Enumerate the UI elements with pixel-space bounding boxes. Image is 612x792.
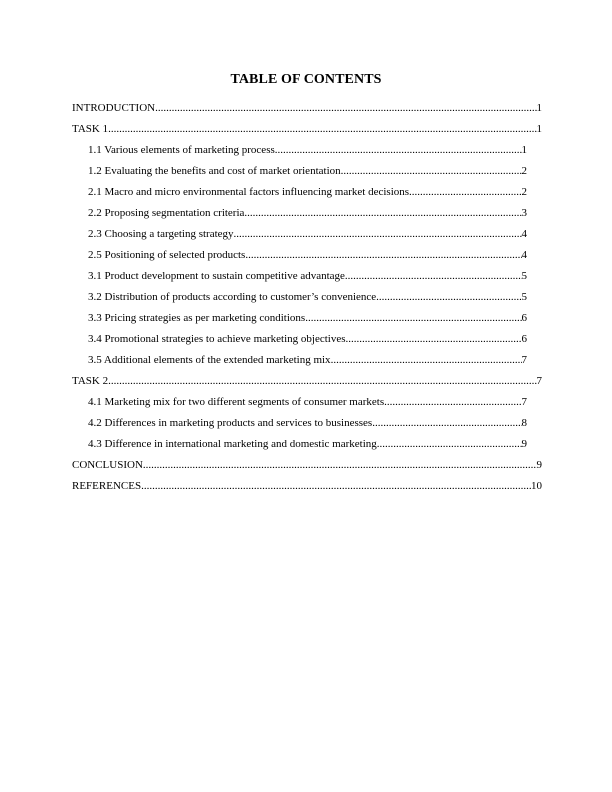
toc-dot-leader: [409, 185, 521, 199]
toc-entry-label: 3.1 Product development to sustain competitive advantage: [88, 270, 345, 282]
toc-entry[interactable]: [88, 290, 527, 304]
toc-entry-page-number: 9: [536, 459, 542, 471]
toc-entry-page-number: 8: [521, 417, 527, 429]
toc-entry-label: 3.2 Distribution of products according to customer’s convenience: [88, 291, 377, 303]
toc-dot-leader: [346, 332, 522, 346]
toc-entry-label: 1.2 Evaluating the benefits and cost of market orientation: [88, 165, 341, 177]
toc-entry-page-number: 1: [536, 102, 542, 114]
toc-entry-label: 2.5 Positioning of selected products: [88, 249, 246, 261]
toc-entry[interactable]: [72, 374, 542, 388]
toc-dot-leader: [108, 374, 536, 388]
toc-entry-label: 4.1 Marketing mix for two different segments of consumer markets: [88, 396, 385, 408]
toc-dot-leader: [377, 437, 522, 451]
toc-entry-page-number: 6: [521, 333, 527, 345]
toc-entry-label: 4.3 Difference in international marketing and domestic marketing: [88, 438, 377, 450]
toc-dot-leader: [372, 416, 521, 430]
toc-entry[interactable]: [88, 416, 527, 430]
toc-entry-page-number: 4: [521, 228, 527, 240]
toc-entry-label: TASK 1: [72, 123, 109, 135]
toc-dot-leader: [331, 353, 522, 367]
toc-dot-leader: [108, 122, 536, 136]
toc-title: TABLE OF CONTENTS: [230, 72, 382, 87]
toc-entry-page-number: 2: [521, 186, 527, 198]
toc-entry-label: 3.4 Promotional strategies to achieve marketing objectives: [88, 333, 346, 345]
toc-entry-page-number: 7: [536, 375, 542, 387]
toc-entry[interactable]: [88, 143, 527, 157]
toc-entry[interactable]: [88, 185, 527, 199]
toc-entry-label: 4.2 Differences in marketing products and services to businesses: [88, 417, 373, 429]
toc-entry-label: TASK 2: [72, 375, 109, 387]
toc-entry-label: 2.1 Macro and micro environmental factors influencing market decisions: [88, 186, 410, 198]
toc-dot-leader: [305, 311, 521, 325]
toc-dot-leader: [341, 164, 522, 178]
toc-entry-page-number: 5: [521, 291, 527, 303]
toc-dot-leader: [275, 143, 522, 157]
toc-entry-label: CONCLUSION: [72, 459, 143, 471]
toc-entry-page-number: 10: [531, 480, 542, 492]
toc-dot-leader: [244, 206, 521, 220]
toc-entry[interactable]: [88, 227, 527, 241]
toc-entry-label: REFERENCES: [72, 480, 142, 492]
toc-entry-page-number: 3: [521, 207, 527, 219]
toc-entry[interactable]: [88, 248, 527, 262]
toc-entry[interactable]: [88, 206, 527, 220]
toc-entry-page-number: 7: [521, 354, 527, 366]
toc-dot-leader: [245, 248, 521, 262]
toc-dot-leader: [234, 227, 522, 241]
toc-dot-leader: [155, 101, 536, 115]
toc-dot-leader: [376, 290, 521, 304]
toc-entry-label: 1.1 Various elements of marketing process: [88, 144, 275, 156]
toc-entry-page-number: 7: [521, 396, 527, 408]
toc-entry-page-number: 6: [521, 312, 527, 324]
toc-entry-label: 2.3 Choosing a targeting strategy: [88, 228, 234, 240]
toc-entry[interactable]: [88, 353, 527, 367]
toc-entry[interactable]: [88, 311, 527, 325]
toc-entry[interactable]: [72, 101, 542, 115]
toc-entry[interactable]: [72, 122, 542, 136]
toc-entry[interactable]: [88, 332, 527, 346]
toc-entry-page-number: 1: [536, 123, 542, 135]
toc-entry[interactable]: [88, 395, 527, 409]
toc-dot-leader: [143, 458, 537, 472]
toc-entry-label: 3.5 Additional elements of the extended marketing mix: [88, 354, 331, 366]
toc-dot-leader: [384, 395, 521, 409]
toc-entry-page-number: 1: [521, 144, 527, 156]
toc-entry-page-number: 4: [521, 249, 527, 261]
toc-entry-label: 3.3 Pricing strategies as per marketing conditions: [88, 312, 306, 324]
toc-entry[interactable]: [72, 479, 542, 493]
toc-entry-page-number: 2: [521, 165, 527, 177]
toc-entry[interactable]: [88, 437, 527, 451]
toc-entry-label: 2.2 Proposing segmentation criteria: [88, 207, 245, 219]
toc-entry-label: INTRODUCTION: [72, 102, 156, 114]
toc-dot-leader: [141, 479, 531, 493]
toc-entry[interactable]: [88, 269, 527, 283]
toc-entry-page-number: 5: [521, 270, 527, 282]
toc-entry[interactable]: [72, 458, 542, 472]
toc-entry-page-number: 9: [521, 438, 527, 450]
toc-entry[interactable]: [88, 164, 527, 178]
toc-dot-leader: [345, 269, 522, 283]
